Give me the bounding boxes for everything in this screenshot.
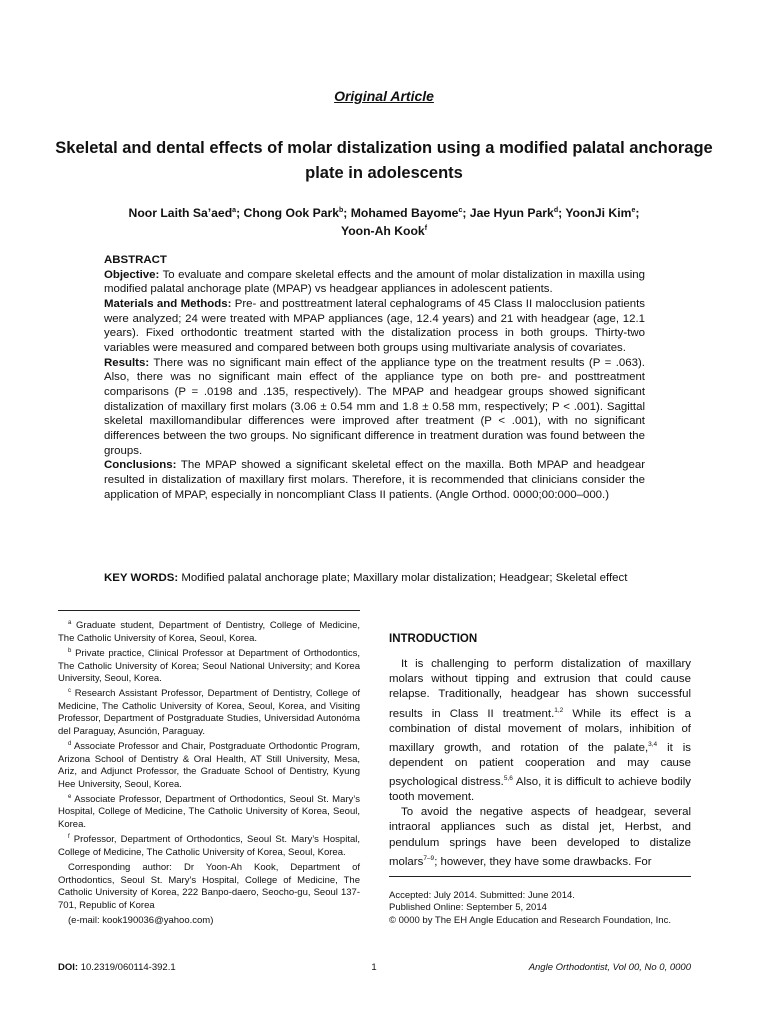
footnote-item: $^c$ Research Assistant Professor, Department of Dentistry, College of Medicine, The Catholic University of Korea, Seoul, Korea, and Visiting Professor, Department of Postgraduate Studies, Universidad Autonóma del Paraguay, Asunción, Paraguay. <box>58 688 360 737</box>
objective-label: Objective: <box>104 268 160 281</box>
author-list: Noor Laith Sa’aed$^a$; Chong Ook Park$^b$; Mohamed Bayome$^c$; Jae Hyun Park$^d$; YoonJi Kim$^e$; Yoon-Ah Kook$^f$ <box>128 206 640 239</box>
footnote-divider <box>58 610 360 611</box>
page-number: 1 <box>371 962 377 973</box>
footnote-item: (e-mail: kook190036@yahoo.com) <box>68 915 214 927</box>
footnote-item: $^a$ Graduate student, Department of Dentistry, College of Medicine, The Catholic University of Korea, Seoul, Korea. <box>58 620 360 644</box>
results-text: There was no significant main effect of the appliance type on the treatment results (P = .063). Also, there was no significant main effect of the appliance type on both pre- and posttreatment comparisons (P = .0198 and .135, respectively). The MPAP and headgear groups showed significant distalization of maxillary first molars (3.06 ± 0.54 mm and 1.8 ± 0.58 mm, respectively; P < .001). Sagittal skeletal maxillomandibular differences were improved after treatment (P < .001), with no significant differences between the two groups. No significant difference in treatment duration was found between the groups. <box>104 356 645 457</box>
published-date: Published Online: September 5, 2014 <box>389 902 547 914</box>
keywords <box>104 571 645 586</box>
abstract-conclusions <box>104 458 645 502</box>
copyright: © 0000 by The EH Angle Education and Research Foundation, Inc. <box>389 914 671 926</box>
author-name: Mohamed Bayome <box>350 206 459 221</box>
author-name: Jae Hyun Park <box>469 206 554 221</box>
abstract-heading: ABSTRACT <box>104 254 167 266</box>
introduction-heading: INTRODUCTION <box>389 633 478 645</box>
citation-ref: 1,2 <box>554 706 564 714</box>
author-name: Noor Laith Sa’aed <box>128 206 233 221</box>
abstract-methods <box>104 297 645 356</box>
author-affiliation-mark: a <box>232 207 237 214</box>
author-affiliation-mark: c <box>458 207 463 214</box>
conclusions-text: The MPAP showed a significant skeletal effect on the maxilla. Both MPAP and headgear resulted in distalization of maxillary first molars. Therefore, it is recommended that clinicians consider the application of MPAP, especially in noncompliant Class II patients. (Angle Orthod. 0000;00:000–000.) <box>104 459 645 501</box>
footnote-item: Corresponding author: Dr Yoon-Ah Kook, Department of Orthodontics, Seoul St. Mary’s Hospital, College of Medicine, The Catholic University of Korea, 222 Banpo-daero, Seocho-gu, Seoul 137-701, Republic of Korea <box>58 862 360 911</box>
citation-ref: 5,6 <box>503 775 513 783</box>
results-label: Results: <box>104 356 150 369</box>
introduction-body <box>389 657 691 870</box>
intro-paragraph: To avoid the negative aspects of headgear, several intraoral appliances such as distal jet, Herbst, and pendulum springs have been developed to distalize molars$^{7-9}$; however, they have some drawbacks. For <box>389 806 691 868</box>
footnote-item: $^b$ Private practice, Clinical Professor at Department of Orthodontics, The Catholic University of Korea; Seoul National University; and Korea University, Seoul, Korea. <box>58 647 360 684</box>
citation-ref: 7–9 <box>423 854 435 862</box>
author-affiliation-mark: b <box>339 207 344 214</box>
article-type-label: Original Article <box>334 88 434 104</box>
author-affiliation-mark: f <box>424 225 428 233</box>
methods-text: Pre- and posttreatment lateral cephalograms of 45 Class II malocclusion patients were analyzed; 24 were treated with MPAP appliances (age, 12.4 years) and 21 with headgear (age, 12.1 years). Fixed orthodontic treatment started with the distalization process in both groups. Thirty-two variables were measured and compared between both groups using multivariate analysis of covariates. <box>104 297 645 354</box>
footnote-item: $^d$ Associate Professor and Chair, Postgraduate Orthodontic Program, Arizona School of Dentistry & Oral Health, AT Still University, Mesa, Ariz, and Adjunct Professor, the Graduate School of Dentistry, Kyung Hee University, Seoul, Korea. <box>58 741 360 790</box>
affiliation-footnotes <box>58 617 360 928</box>
keywords-label: KEY WORDS: <box>104 572 179 584</box>
objective-text: To evaluate and compare skeletal effects and the amount of molar distalization in maxilla using modified palatal anchorage plate (MPAP) vs headgear appliances in adolescent patients. <box>104 268 645 296</box>
pubinfo-divider <box>389 876 691 877</box>
author-affiliation-mark: d <box>553 207 559 214</box>
keywords-text: Modified palatal anchorage plate; Maxillary molar distalization; Headgear; Skeletal effect <box>178 572 628 584</box>
footnote-item: $^e$ Associate Professor, Department of Orthodontics, Seoul St. Mary’s Hospital, College of Medicine, The Catholic University of Korea, Seoul, Korea. <box>58 793 360 830</box>
footnote-item: $^f$ Professor, Department of Orthodontics, Seoul St. Mary’s Hospital, College of Medicine, The Catholic University of Korea, Seoul, Korea. <box>58 834 360 858</box>
author-name: Yoon-Ah Kook <box>340 224 425 239</box>
abstract-section <box>104 253 645 502</box>
author-name: YoonJi Kim <box>565 206 632 221</box>
author-affiliation-mark: e <box>631 207 636 214</box>
abstract-results <box>104 356 645 459</box>
conclusions-label: Conclusions: <box>104 459 177 472</box>
doi: DOI: 10.2319/060114-392.1 <box>58 962 176 973</box>
publication-info <box>389 890 691 927</box>
abstract-objective <box>104 268 645 297</box>
accepted-date: Accepted: July 2014. Submitted: June 2014. <box>389 890 575 901</box>
intro-paragraph: It is challenging to perform distalization of maxillary molars without tipping and extrusion that could cause relapse. Traditionally, headgear has shown successful results in Class II treatment.$^{1,2}$ While its effect is a combination of distal movement of molars, inhibition of maxillary growth, and rotation of the palate,$^{3,4}$ it is dependent on patient cooperation and may cause psychological distress.$^{5,6}$ Also, it is difficult to achieve bodily tooth movement. <box>389 658 691 804</box>
article-title: Skeletal and dental effects of molar distalization using a modified palatal anchorage plate in adolescents <box>55 139 713 182</box>
author-name: Chong Ook Park <box>243 206 340 221</box>
journal-citation: Angle Orthodontist, Vol 00, No 0, 0000 <box>528 962 691 973</box>
methods-label: Materials and Methods: <box>104 297 232 310</box>
citation-ref: 3,4 <box>648 740 658 748</box>
